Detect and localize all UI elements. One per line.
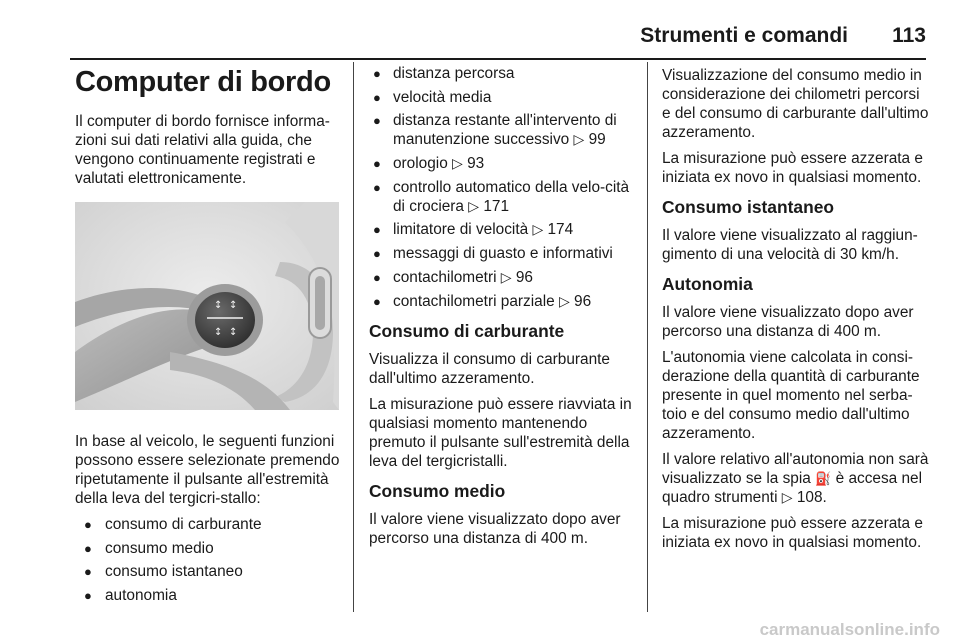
paragraph: La misurazione può essere azzerata e iniziata ex novo in qualsiasi momento. — [662, 150, 923, 186]
svg-text:↕: ↕ — [229, 327, 238, 338]
list-item: ● consumo di carburante — [75, 515, 343, 534]
list-item: ● consumo medio — [75, 539, 343, 558]
list-item: ● distanza restante all'intervento di manutenzione successivo ▷ 99 — [369, 111, 637, 149]
page-reference[interactable]: 171 — [483, 197, 510, 215]
reference-arrow-icon: ▷ — [468, 197, 480, 214]
list-item: ● limitatore di velocità ▷ 174 — [369, 220, 637, 239]
list-item: ● distanza percorsa — [369, 64, 637, 83]
svg-text:↕: ↕ — [214, 300, 223, 311]
list-item: ● contachilometri ▷ 96 — [369, 268, 637, 287]
page-reference[interactable]: 174 — [547, 221, 574, 239]
reference-arrow-icon: ▷ — [558, 292, 570, 309]
subheading-range: Autonomia — [662, 274, 753, 294]
function-list-continued — [369, 64, 637, 311]
reference-arrow-icon: ▷ — [532, 221, 544, 238]
reference-arrow-icon: ▷ — [500, 268, 512, 285]
running-header-title: Strumenti e comandi — [640, 24, 848, 47]
section-heading: Computer di bordo — [75, 66, 331, 98]
svg-text:↕: ↕ — [214, 327, 223, 338]
paragraph: Visualizza il consumo di carburante dall'ultimo azzeramento. — [369, 350, 610, 387]
reference-arrow-icon: ▷ — [781, 489, 793, 505]
column-divider — [647, 62, 648, 612]
reference-arrow-icon: ▷ — [573, 131, 585, 148]
page-number: 113 — [892, 24, 926, 47]
watermark: carmanualsonline.info — [759, 620, 940, 639]
column-1 — [75, 60, 343, 612]
list-item: ● messaggi di guasto e informativi — [369, 244, 637, 263]
function-list — [75, 515, 343, 605]
fuel-warning-lamp-icon: ⛽ — [815, 471, 832, 486]
paragraph: Il valore relativo all'autonomia non sarà visualizzato se la spia ⛽ è accesa nel quadro strumenti ▷ 108. — [662, 451, 929, 506]
page-reference[interactable]: 93 — [467, 155, 485, 173]
paragraph: Visualizzazione del consumo medio in considerazione dei chilometri percorsi e del consumo di carburante dall'ultimo azzeramento. — [662, 67, 929, 141]
paragraph: Il valore viene visualizzato dopo aver percorso una distanza di 400 m. — [662, 304, 914, 340]
column-3 — [662, 66, 930, 559]
subheading-average-consumption: Consumo medio — [369, 480, 506, 501]
column-divider — [353, 62, 354, 612]
functions-paragraph: In base al veicolo, le seguenti funzioni possono essere selezionate premendo ripetutamente il pulsante all'estremità della leva del tergicri-stallo: — [75, 433, 340, 507]
column-2 — [369, 64, 637, 555]
page-reference[interactable]: 96 — [574, 292, 592, 310]
list-item: ● contachilometri parziale ▷ 96 — [369, 292, 637, 311]
intro-paragraph: Il computer di bordo fornisce informa-zioni sui dati relativi alla guida, che vengono continuamente registrati e valutati elettronicamente. — [75, 113, 330, 187]
page-reference[interactable]: 108. — [796, 489, 827, 506]
page-reference[interactable]: 96 — [515, 268, 533, 286]
paragraph: La misurazione può essere azzerata e iniziata ex novo in qualsiasi momento. — [662, 515, 923, 551]
list-item: ● orologio ▷ 93 — [369, 154, 637, 173]
paragraph: La misurazione può essere riavviata in qualsiasi momento mantenendo premuto il pulsante sull'estremità della leva del tergicristalli. — [369, 395, 632, 470]
paragraph: Il valore viene visualizzato al raggiun-gimento di una velocità di 30 km/h. — [662, 227, 918, 263]
list-item: ● consumo istantaneo — [75, 562, 343, 581]
wiper-lever-illustration — [75, 202, 339, 410]
svg-text:↕: ↕ — [229, 300, 238, 311]
subheading-instant-consumption: Consumo istantaneo — [662, 197, 834, 217]
list-item: ● autonomia — [75, 586, 343, 605]
list-item: ● velocità media — [369, 88, 637, 107]
paragraph: Il valore viene visualizzato dopo aver percorso una distanza di 400 m. — [369, 510, 621, 547]
list-item: ● controllo automatico della velo-cità di crociera ▷ 171 — [369, 178, 637, 216]
subheading-fuel-consumption: Consumo di carburante — [369, 320, 565, 341]
page-reference[interactable]: 99 — [588, 131, 606, 149]
reference-arrow-icon: ▷ — [452, 155, 463, 172]
wiper-lever-photo — [75, 202, 339, 410]
paragraph: L'autonomia viene calcolata in consi-derazione della quantità di carburante presente in quel momento nel serba-toio e del consumo medio dall'ultimo azzeramento. — [662, 349, 920, 442]
